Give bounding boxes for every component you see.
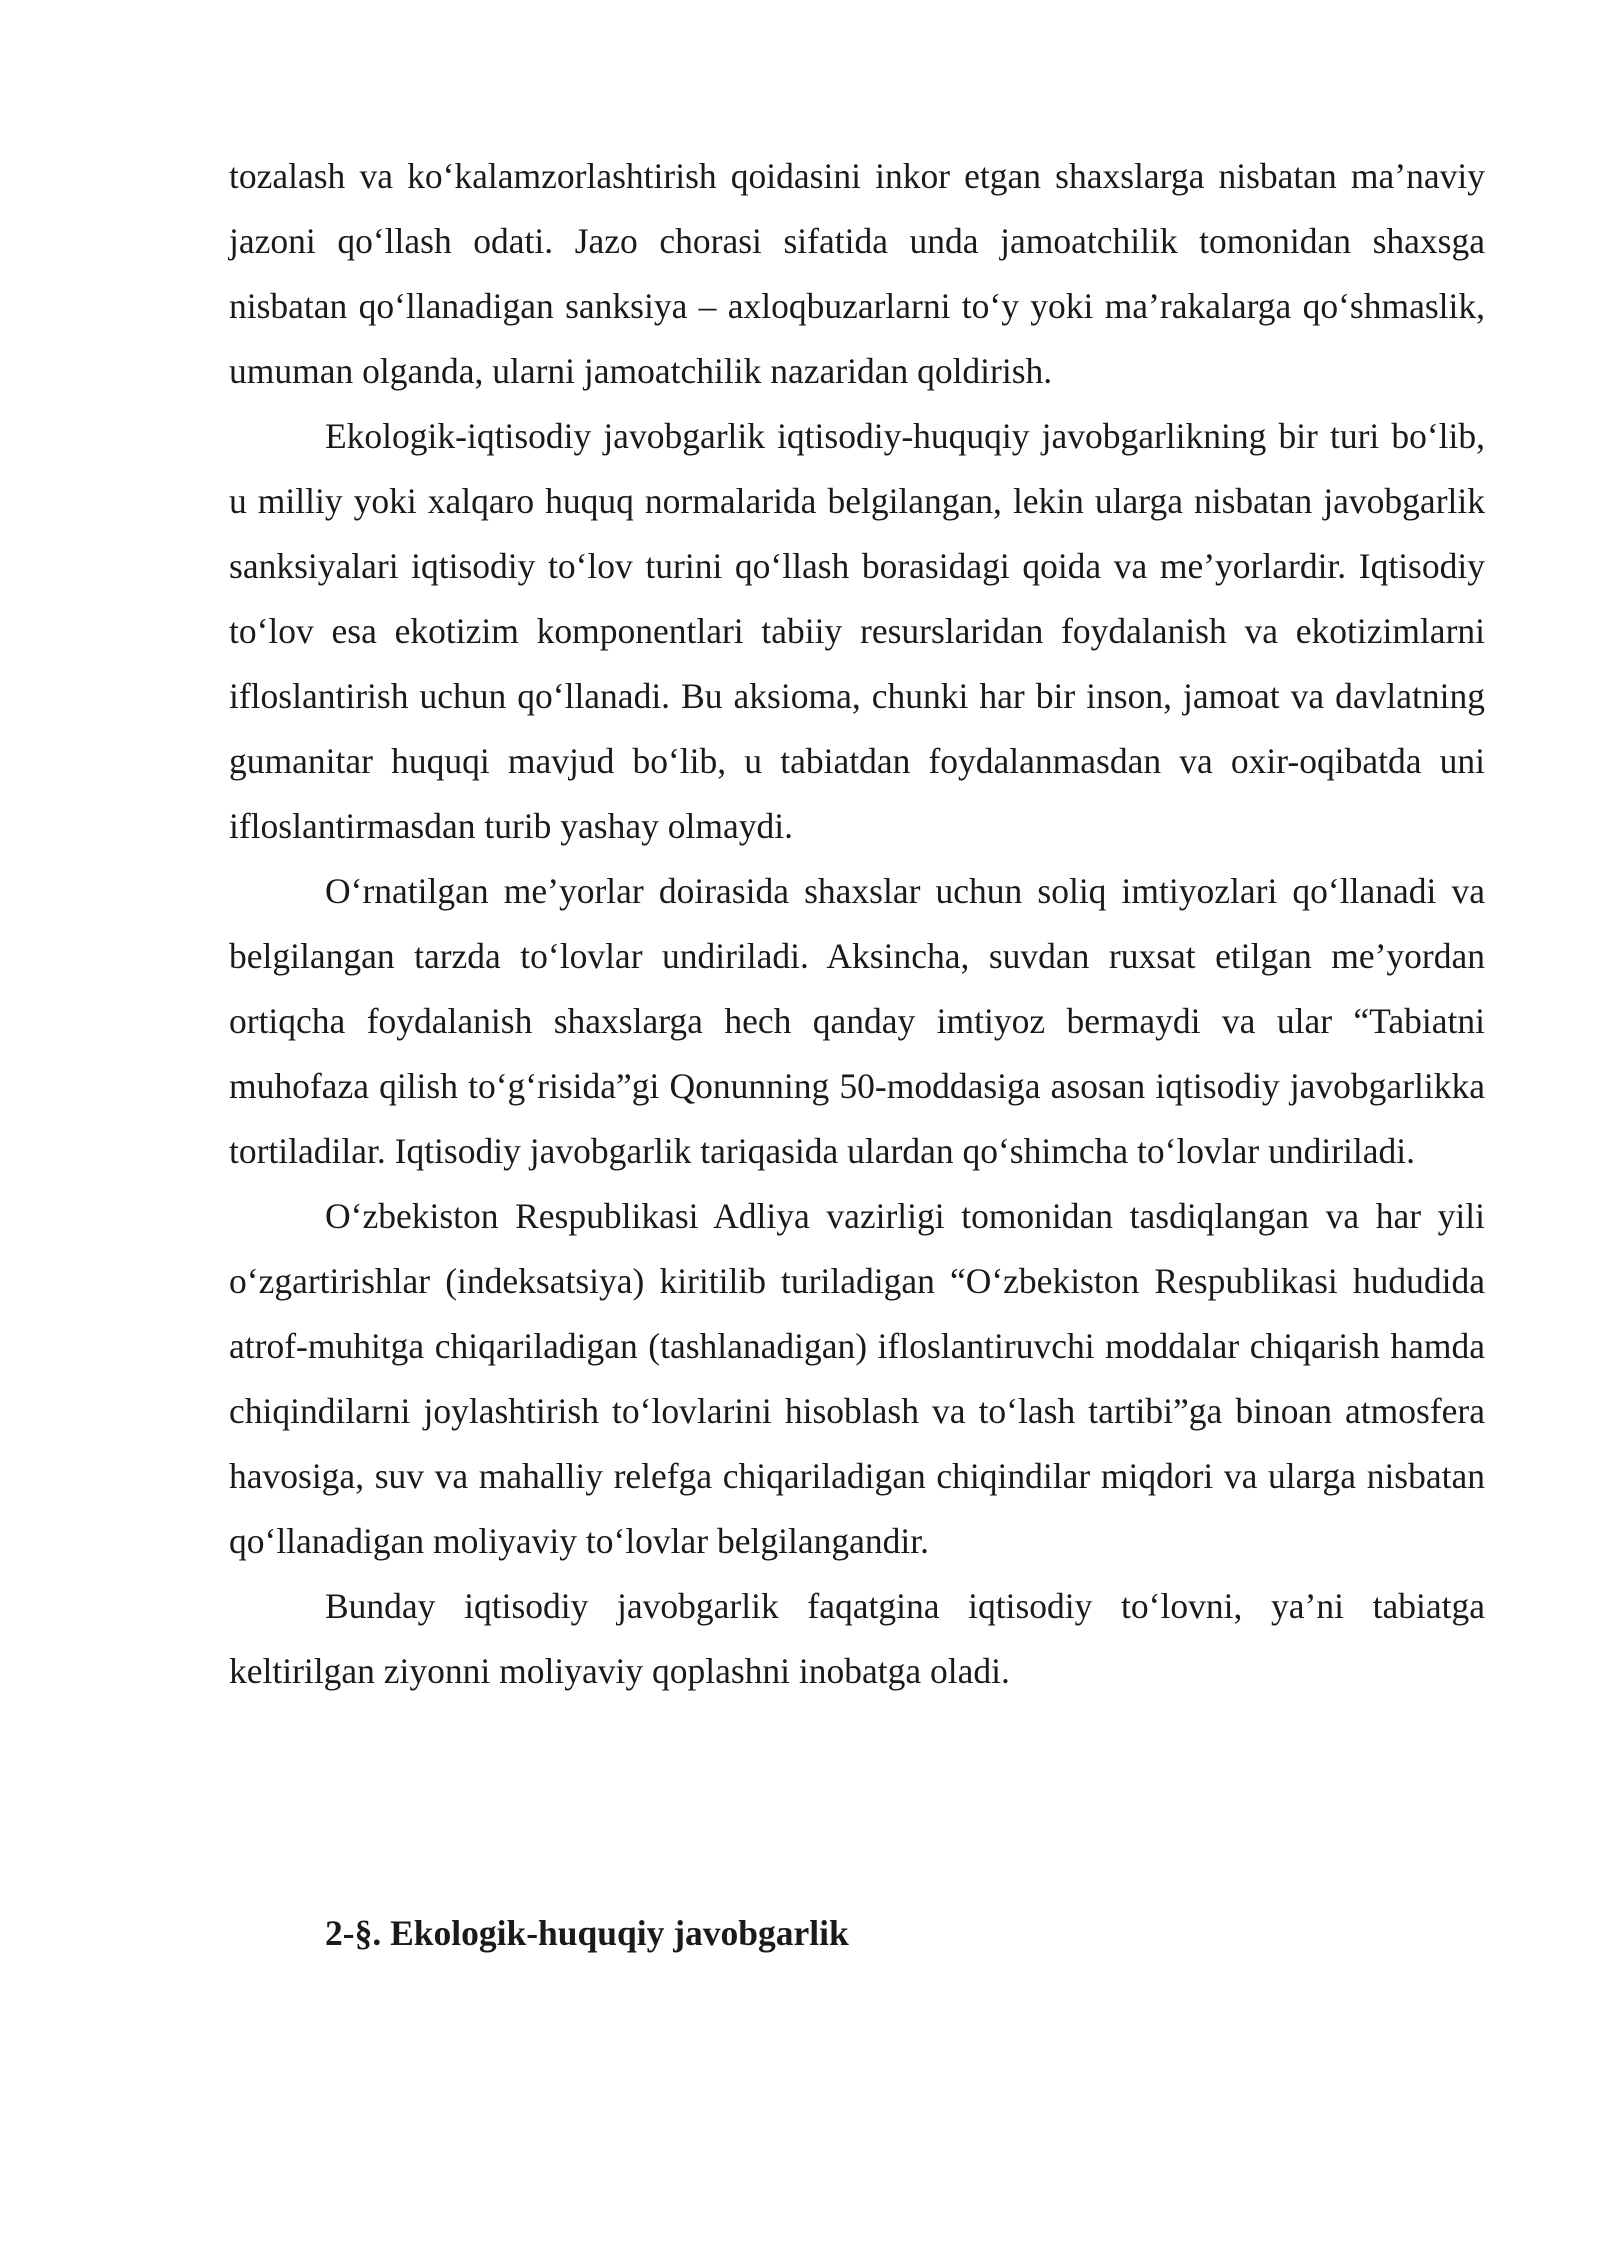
paragraph-tax-benefits: O‘rnatilgan me’yorlar doirasida shaxslar uchun soliq imtiyozlari qo‘llanadi va belgilangan tarzda to‘lovlar undiriladi. Aksincha, suvdan ruxsat etilgan me’yordan ortiqcha foydalanish shaxslarga hech qanday imtiyoz bermaydi va ular “Tabiatni muhofaza qilish to‘g‘risida”gi Qonunning 50-moddasiga asosan iqtisodiy javobgarlikka tortiladilar. Iqtisodiy javobgarlik tariqasida ulardan qo‘shimcha to‘lovlar undiriladi. <box>229 871 1485 1171</box>
section-heading: 2-§. Ekologik-huquqiy javobgarlik <box>325 1913 849 1953</box>
paragraph-ministry-of-justice: O‘zbekiston Respublikasi Adliya vazirligi tomonidan tasdiqlangan va har yili o‘zgartirishlar (indeksatsiya) kiritilib turiladigan “O‘zbekiston Respublikasi hududida atrof-muhitga chiqariladigan (tashlanadigan) ifloslantiruvchi moddalar chiqarish hamda chiqindilarni joylashtirish to‘lovlarini hisoblash va to‘lash tartibi”ga binoan atmosfera havosiga, suv va mahalliy relefga chiqariladigan chiqindilar miqdori va ularga nisbatan qo‘llanadigan moliyaviy to‘lovlar belgilangandir. <box>229 1196 1485 1561</box>
document-body <box>229 144 1485 1704</box>
paragraph-ecological-economic-liability: Ekologik-iqtisodiy javobgarlik iqtisodiy-huquqiy javobgarlikning bir turi bo‘lib, u milliy yoki xalqaro huquq normalarida belgilangan, lekin ularga nisbatan javobgarlik sanksiyalari iqtisodiy to‘lov turini qo‘llash borasidagi qoida va me’yorlardir. Iqtisodiy to‘lov esa ekotizim komponentlari tabiiy resurslaridan foydalanish va ekotizimlarni ifloslantirish uchun qo‘llanadi. Bu aksioma, chunki har bir inson, jamoat va davlatning gumanitar huquqi mavjud bo‘lib, u tabiatdan foydalanmasdan va oxir-oqibatda uni ifloslantirmasdan turib yashay olmaydi. <box>229 416 1485 846</box>
paragraph-continuation: tozalash va ko‘kalamzorlashtirish qoidasini inkor etgan shaxslarga nisbatan ma’naviy jazoni qo‘llash odati. Jazo chorasi sifatida unda jamoatchilik tomonidan shaxsga nisbatan qo‘llanadigan sanksiya – axloqbuzarlarni to‘y yoki ma’rakalarga qo‘shmaslik, umuman olganda, ularni jamoatchilik nazaridan qoldirish. <box>229 156 1485 391</box>
paragraph-economic-compensation: Bunday iqtisodiy javobgarlik faqatgina iqtisodiy to‘lovni, ya’ni tabiatga keltirilgan ziyonni moliyaviy qoplashni inobatga oladi. <box>229 1586 1485 1691</box>
